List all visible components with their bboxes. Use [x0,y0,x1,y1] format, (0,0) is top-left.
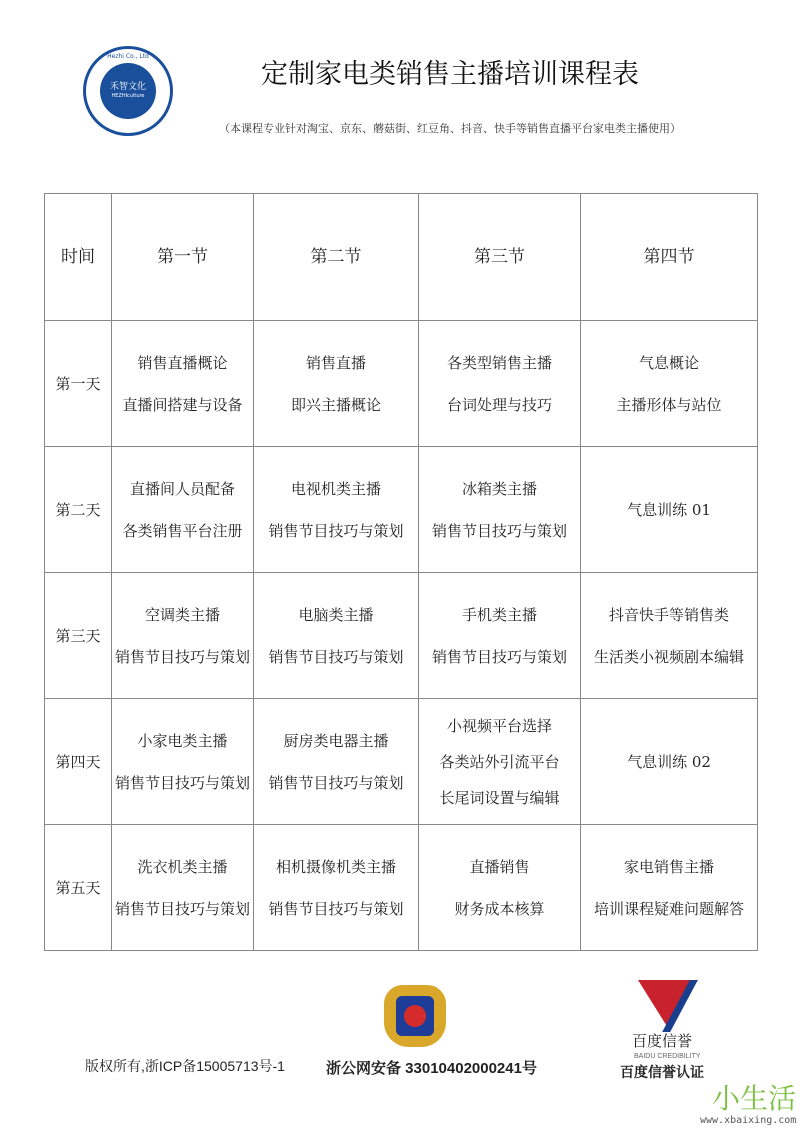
session-line: 销售直播 [305,353,366,372]
session-cell [419,321,581,447]
session-cell [254,825,419,951]
company-logo [83,46,173,136]
logo-ring-text: Hezhi Co., Ltd [107,53,149,60]
course-table [44,193,758,951]
baidu-logo-text: 百度信誉 [632,1033,693,1050]
session-cell [581,447,758,573]
table-row [45,825,758,951]
day-cell: 第四天 [45,699,112,825]
day-cell: 第三天 [45,573,112,699]
session-cell [581,321,758,447]
session-cell [112,573,254,699]
session-line: 销售节目技巧与策划 [268,899,404,918]
session-line: 培训课程疑难问题解答 [593,899,744,918]
session-line: 直播销售 [469,857,530,876]
session-cell [112,699,254,825]
session-line: 洗衣机类主播 [137,857,228,876]
table-row [45,321,758,447]
session-cell [254,699,419,825]
session-cell [581,699,758,825]
session-cell [254,321,419,447]
session-line: 相机摄像机类主播 [275,857,396,876]
session-line: 家电销售主播 [623,857,714,876]
session-line: 电脑类主播 [298,605,374,624]
session-line: 财务成本核算 [454,899,545,918]
session-line: 各类销售平台注册 [122,521,243,540]
icp-text: 版权所有,浙ICP备15005713号-1 [85,1058,285,1074]
session-line: 小家电类主播 [137,731,228,750]
table-row [45,699,758,825]
session-line: 空调类主播 [144,605,220,624]
session-line: 台词处理与技巧 [446,395,552,414]
session-line: 长尾词设置与编辑 [439,788,560,807]
subtitle: （本课程专业针对淘宝、京东、蘑菇街、红豆角、抖音、快手等销售直播平台家电类主播使用） [219,122,681,135]
session-line: 销售节目技巧与策划 [431,521,567,540]
header-cell: 第二节 [254,194,419,321]
session-line: 直播间搭建与设备 [122,395,243,414]
session-cell [419,447,581,573]
watermark-text: 小生活 [712,1082,797,1115]
session-line: 销售节目技巧与策划 [268,521,404,540]
session-cell [581,825,758,951]
session-line: 即兴主播概论 [290,395,381,414]
session-line: 销售节目技巧与策划 [268,773,404,792]
session-line: 销售节目技巧与策划 [114,899,250,918]
header-cell: 时间 [45,194,112,321]
session-line: 气息训练 01 [627,500,711,519]
session-line: 小视频平台选择 [446,716,552,735]
session-line: 冰箱类主播 [461,479,537,498]
session-line: 气息训练 02 [627,752,711,771]
session-cell [419,699,581,825]
session-cell [419,825,581,951]
day-cell: 第五天 [45,825,112,951]
day-cell: 第二天 [45,447,112,573]
session-line: 电视机类主播 [290,479,381,498]
session-cell [419,573,581,699]
session-line: 销售节目技巧与策划 [114,647,250,666]
session-line: 销售直播概论 [137,353,228,372]
session-line: 各类型销售主播 [446,353,552,372]
table-row [45,573,758,699]
session-cell [581,573,758,699]
table-row [45,447,758,573]
header-row [45,194,758,321]
page-title: 定制家电类销售主播培训课程表 [261,59,639,90]
session-cell [112,447,254,573]
baidu-cert-text: 百度信誉认证 [620,1064,704,1080]
session-line: 各类站外引流平台 [439,752,560,771]
session-line: 抖音快手等销售类 [608,605,729,624]
police-emblem-icon [384,985,446,1047]
header-cell: 第三节 [419,194,581,321]
session-line: 销售节目技巧与策划 [268,647,404,666]
session-line: 手机类主播 [461,605,537,624]
logo-brand-cn: 禾智文化 [109,82,146,92]
session-line: 销售节目技巧与策划 [114,773,250,792]
session-cell [254,447,419,573]
header-cell: 第四节 [581,194,758,321]
session-cell [112,321,254,447]
session-line: 销售节目技巧与策划 [431,647,567,666]
session-line: 厨房类电器主播 [283,731,389,750]
session-cell [112,825,254,951]
session-line: 直播间人员配备 [129,479,235,498]
police-record-text: 浙公网安备 33010402000241号 [326,1060,537,1077]
logo-brand-en: HEZHIculture [111,93,145,99]
watermark-url: www.xbaixing.com [700,1115,797,1126]
baidu-logo-en: BAIDU CREDIBILITY [634,1053,701,1060]
session-line: 气息概论 [638,353,699,372]
header-cell: 第一节 [112,194,254,321]
session-line: 主播形体与站位 [616,395,722,414]
session-line: 生活类小视频剧本编辑 [593,647,744,666]
session-cell [254,573,419,699]
day-cell: 第一天 [45,321,112,447]
